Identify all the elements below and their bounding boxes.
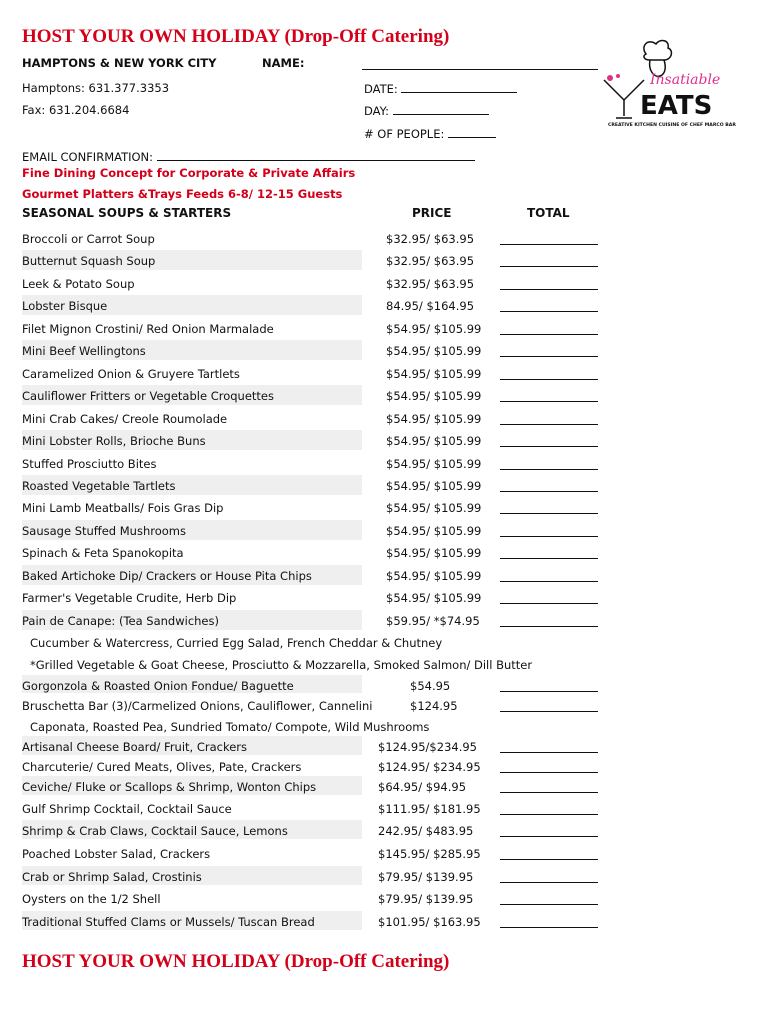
menu-row — [22, 798, 602, 820]
item-price: $111.95/ $181.95 — [378, 802, 481, 816]
item-price: $145.95/ $285.95 — [378, 847, 481, 861]
item-name: Baked Artichoke Dip/ Crackers or House Pita Chips — [22, 568, 312, 583]
item-price: $54.95/ $105.99 — [386, 344, 482, 359]
date-label: DATE: — [364, 82, 398, 96]
menu-row — [22, 453, 602, 475]
item-name: Traditional Stuffed Clams or Mussels/ Tuscan Bread — [22, 915, 315, 929]
email-row — [22, 149, 475, 164]
total-field[interactable] — [500, 401, 598, 402]
total-field[interactable] — [500, 772, 598, 773]
menu-row — [22, 695, 602, 717]
total-field[interactable] — [500, 558, 598, 559]
phone-text: Hamptons: 631.377.3353 — [22, 81, 170, 95]
insatiable-eats-logo — [596, 36, 736, 128]
item-name: Filet Mignon Crostini/ Red Onion Marmalade — [22, 321, 274, 336]
day-label: DAY: — [364, 104, 389, 118]
menu-row — [22, 273, 602, 295]
item-name: Ceviche/ Fluke or Scallops & Shrimp, Wonton Chips — [22, 780, 317, 794]
item-name: Mini Lobster Rolls, Brioche Buns — [22, 434, 206, 449]
item-name: Broccoli or Carrot Soup — [22, 232, 155, 246]
locations-label: HAMPTONS & NEW YORK CITY — [22, 56, 217, 70]
menu-row — [22, 340, 602, 362]
item-name: Mini Beef Wellingtons — [22, 344, 146, 359]
item-price: $54.95/ $105.99 — [386, 321, 482, 336]
date-field[interactable] — [401, 81, 517, 93]
item-price: $54.95/ $105.99 — [386, 434, 482, 449]
total-column-heading: TOTAL — [527, 206, 570, 220]
total-field[interactable] — [500, 513, 598, 514]
section-heading: SEASONAL SOUPS & STARTERS — [22, 206, 232, 220]
item-name: Charcuterie/ Cured Meats, Olives, Pate, Crackers — [22, 760, 302, 774]
name-field[interactable] — [362, 58, 598, 73]
total-field[interactable] — [500, 904, 598, 905]
item-price: $124.95/ $234.95 — [378, 760, 481, 774]
total-field[interactable] — [500, 814, 598, 815]
chef-logo-icon — [596, 36, 736, 128]
day-field[interactable] — [393, 103, 489, 115]
total-field[interactable] — [500, 266, 598, 267]
total-field[interactable] — [500, 469, 598, 470]
total-field[interactable] — [500, 334, 598, 335]
total-field[interactable] — [500, 927, 598, 928]
total-field[interactable] — [500, 626, 598, 627]
tagline-fine-dining: Fine Dining Concept for Corporate & Private Affairs — [22, 166, 356, 180]
total-field[interactable] — [500, 691, 598, 692]
menu-row — [22, 542, 602, 564]
menu-row — [22, 911, 602, 933]
item-price: $79.95/ $139.95 — [378, 870, 474, 884]
item-price: $54.95/ $105.99 — [386, 411, 482, 426]
canape-note: *Grilled Vegetable & Goat Cheese, Prosciutto & Mozzarella, Smoked Salmon/ Dill Butter — [30, 658, 533, 672]
menu-row — [22, 675, 602, 697]
total-field[interactable] — [500, 356, 598, 357]
item-price: $32.95/ $63.95 — [386, 276, 475, 291]
menu-row — [22, 776, 602, 798]
item-price: $54.95/ $105.99 — [386, 523, 482, 538]
total-field[interactable] — [500, 491, 598, 492]
item-price: $54.95/ $105.99 — [386, 366, 482, 381]
item-price: $32.95/ $63.95 — [386, 254, 475, 269]
item-name: Crab or Shrimp Salad, Crostinis — [22, 870, 202, 884]
day-row — [364, 103, 489, 118]
menu-row — [22, 587, 602, 609]
item-price: $54.95/ $105.99 — [386, 456, 482, 471]
item-price: $101.95/ $163.95 — [378, 915, 481, 929]
total-field[interactable] — [500, 311, 598, 312]
item-name: Mini Crab Cakes/ Creole Roumolade — [22, 411, 228, 426]
menu-row — [22, 497, 602, 519]
item-price: $54.95/ $105.99 — [386, 501, 482, 516]
item-name: Roasted Vegetable Tartlets — [22, 478, 176, 493]
page-title: HOST YOUR OWN HOLIDAY (Drop-Off Catering) — [22, 26, 450, 47]
menu-row — [22, 520, 602, 542]
people-label: # OF PEOPLE: — [364, 127, 445, 141]
item-name: Gulf Shrimp Cocktail, Cocktail Sauce — [22, 802, 232, 816]
price-column-heading: PRICE — [412, 206, 452, 220]
canape-note: Cucumber & Watercress, Curried Egg Salad, French Cheddar & Chutney — [30, 636, 443, 650]
item-price: $54.95/ $105.99 — [386, 568, 482, 583]
bruschetta-note-text: Caponata, Roasted Pea, Sundried Tomato/ Compote, Wild Mushrooms — [30, 720, 430, 734]
total-field[interactable] — [500, 711, 598, 712]
total-field[interactable] — [500, 752, 598, 753]
menu-row — [22, 363, 602, 385]
item-price: $54.95/ $105.99 — [386, 478, 482, 493]
item-price: $79.95/ $139.95 — [378, 892, 474, 906]
total-field[interactable] — [500, 882, 598, 883]
menu-row — [22, 736, 602, 758]
menu-row — [22, 250, 602, 272]
menu-row — [22, 318, 602, 340]
item-name: Bruschetta Bar (3)/Carmelized Onions, Cauliflower, Cannelini — [22, 699, 373, 713]
total-field[interactable] — [500, 859, 598, 860]
logo-tagline: CREATIVE KITCHEN CUISINE OF CHEF MARCO BARRILA — [608, 123, 736, 128]
fax-text: Fax: 631.204.6684 — [22, 103, 130, 117]
item-price: $54.95/ $105.99 — [386, 591, 482, 606]
item-name: Leek & Potato Soup — [22, 276, 135, 291]
menu-row — [22, 866, 602, 888]
menu-row — [22, 408, 602, 430]
item-name: Poached Lobster Salad, Crackers — [22, 847, 211, 861]
item-price: $124.95/$234.95 — [378, 740, 477, 754]
total-field[interactable] — [500, 581, 598, 582]
menu-row — [22, 756, 602, 778]
item-price: $124.95 — [410, 699, 458, 713]
total-field[interactable] — [500, 836, 598, 837]
menu-row — [22, 295, 602, 317]
menu-row — [22, 430, 602, 452]
people-row — [364, 126, 496, 141]
item-price: $64.95/ $94.95 — [378, 780, 467, 794]
menu-row — [22, 843, 602, 865]
total-field[interactable] — [500, 603, 598, 604]
item-name: Mini Lamb Meatballs/ Fois Gras Dip — [22, 501, 224, 516]
total-field[interactable] — [500, 244, 598, 245]
item-name: Farmer's Vegetable Crudite, Herb Dip — [22, 591, 237, 606]
total-field[interactable] — [500, 379, 598, 380]
item-name: Caramelized Onion & Gruyere Tartlets — [22, 366, 240, 381]
item-name: Cauliflower Fritters or Vegetable Croquettes — [22, 389, 274, 404]
menu-row — [22, 228, 602, 250]
menu-row — [22, 820, 602, 842]
menu-row — [22, 475, 602, 497]
item-name: Gorgonzola & Roasted Onion Fondue/ Baguette — [22, 679, 294, 693]
item-price: $54.95 — [410, 679, 451, 693]
name-label: NAME: — [262, 56, 305, 70]
tagline-platters: Gourmet Platters &Trays Feeds 6-8/ 12-15 Guests — [22, 187, 343, 201]
total-field[interactable] — [500, 424, 598, 425]
item-price: $54.95/ $105.99 — [386, 389, 482, 404]
item-name: Spinach & Feta Spanokopita — [22, 546, 184, 561]
item-name: Sausage Stuffed Mushrooms — [22, 523, 186, 538]
item-name: Shrimp & Crab Claws, Cocktail Sauce, Lemons — [22, 824, 288, 838]
item-name: Butternut Squash Soup — [22, 254, 156, 269]
logo-main-text: EATS — [640, 91, 713, 121]
footer-title: HOST YOUR OWN HOLIDAY (Drop-Off Catering) — [22, 951, 450, 972]
total-field[interactable] — [500, 536, 598, 537]
total-field[interactable] — [500, 289, 598, 290]
item-name: Lobster Bisque — [22, 299, 108, 314]
menu-row — [22, 385, 602, 407]
item-name: Pain de Canape: (Tea Sandwiches) — [22, 613, 219, 628]
total-field[interactable] — [500, 446, 598, 447]
menu-row — [22, 888, 602, 910]
item-price: 84.95/ $164.95 — [386, 299, 475, 314]
item-name: Artisanal Cheese Board/ Fruit, Crackers — [22, 740, 248, 754]
total-field[interactable] — [500, 792, 598, 793]
item-price: $59.95/ *$74.95 — [386, 613, 480, 628]
menu-row — [22, 610, 602, 632]
people-field[interactable] — [448, 126, 496, 138]
date-row — [364, 81, 517, 96]
email-label: EMAIL CONFIRMATION: — [22, 150, 154, 164]
email-field[interactable] — [157, 149, 475, 161]
item-name: Stuffed Prosciutto Bites — [22, 456, 157, 471]
menu-row — [22, 565, 602, 587]
item-name: Oysters on the 1/2 Shell — [22, 892, 161, 906]
item-price: 242.95/ $483.95 — [378, 824, 474, 838]
item-price: $32.95/ $63.95 — [386, 232, 475, 246]
item-price: $54.95/ $105.99 — [386, 546, 482, 561]
logo-script-text: Insatiable — [650, 72, 721, 88]
